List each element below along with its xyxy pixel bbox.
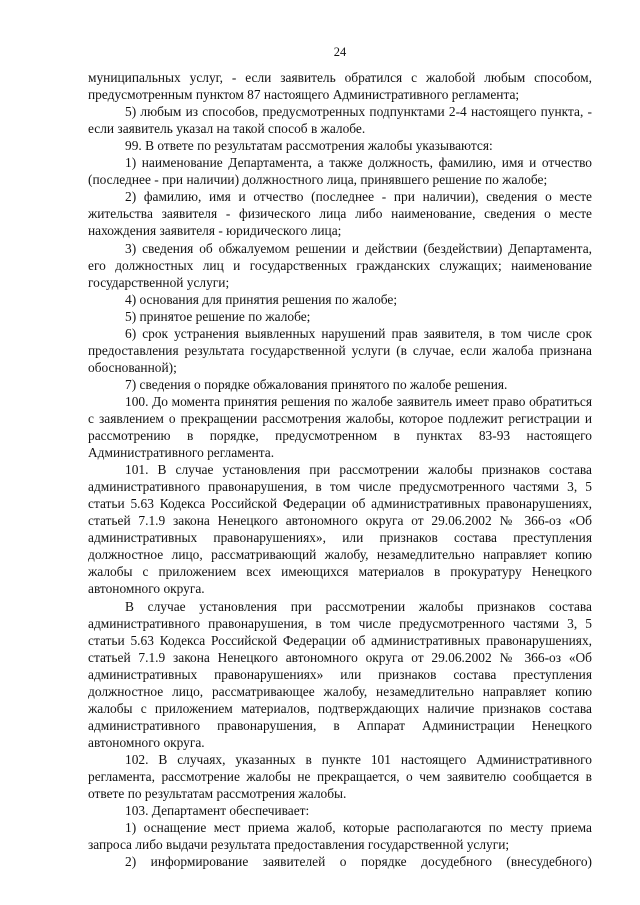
paragraph: В случае установления при рассмотрении жалобы признаков состава административного правонарушения, в том числе предусмотренного частями 3, 5 статьи 5.63 Кодекса Российской Федерации об административных правонарушениях, статьей 7.1.9 закона Ненецкого автономного округа от 29.06.2002 № 366-оз «Об административных правонарушениях» или признаков состава преступления должностное лицо, рассматривающее жалобу, незамедлительно направляет копию жалобы с приложением материалов, подтверждающих наличие признаков состава административного правонарушения, в Аппарат Администрации Ненецкого автономного округа. [88, 598, 592, 750]
paragraph: 102. В случаях, указанных в пункте 101 настоящего Административного регламента, рассмотрение жалобы не прекращается, о чем заявителю сообщается в ответе по результатам рассмотрения жалобы. [88, 751, 592, 802]
paragraph: 6) срок устранения выявленных нарушений прав заявителя, в том числе срок предоставления результата государственной услуги (в случае, если жалоба признана обоснованной); [88, 325, 592, 375]
paragraph: муниципальных услуг, - если заявитель обратился с жалобой любым способом, предусмотренным пунктом 87 настоящего Административного регламента; [88, 70, 592, 103]
paragraph: 2) фамилию, имя и отчество (последнее - при наличии), сведения о месте жительства заявителя - физического лица либо наименование, сведения о месте нахождения заявителя - юридического лица; [88, 189, 592, 239]
paragraph: 3) сведения об обжалуемом решении и действии (бездействии) Департамента, его должностных лиц и государственных гражданских служащих; наименование государственной услуги; [88, 240, 592, 290]
paragraph: 5) принятое решение по жалобе; [125, 308, 311, 324]
paragraph: 7) сведения о порядке обжалования принятого по жалобе решения. [125, 376, 508, 392]
page-number: 24 [333, 45, 347, 59]
paragraph: 2) информирование заявителей о порядке досудебного (внесудебного) [125, 854, 592, 870]
paragraph: 99. В ответе по результатам рассмотрения жалобы указываются: [125, 138, 493, 154]
paragraph: 100. До момента принятия решения по жалобе заявитель имеет право обратиться с заявлением о прекращении рассмотрения жалобы, которое подлежит регистрации и рассмотрению в порядке, предусмотренном в пунктах 83-93 настоящего Административного регламента. [88, 393, 592, 461]
document-body [88, 69, 592, 870]
paragraph: 1) наименование Департамента, а также должность, фамилию, имя и отчество (последнее - при наличии) должностного лица, принявшего решение по жалобе; [88, 155, 592, 188]
paragraph: 1) оснащение мест приема жалоб, которые располагаются по месту приема запроса либо выдачи результата предоставления государственной услуги; [88, 820, 592, 853]
paragraph: 4) основания для принятия решения по жалобе; [125, 291, 398, 307]
paragraph: 103. Департамент обеспечивает: [125, 803, 310, 819]
paragraph: 5) любым из способов, предусмотренных подпунктами 2-4 настоящего пункта, - если заявитель указал на такой способ в жалобе. [88, 104, 592, 137]
paragraph: 101. В случае установления при рассмотрении жалобы признаков состава административного правонарушения, в том числе предусмотренного частями 3, 5 статьи 5.63 Кодекса Российской Федерации об административных правонарушениях, статьей 7.1.9 закона Ненецкого автономного округа от 29.06.2002 № 366-оз «Об административных правонарушениях», или признаков состава преступления должностное лицо, рассматривающий жалобу, незамедлительно направляет копию жалобы с приложением всех имеющихся материалов в прокуратуру Ненецкого автономного округа. [88, 462, 592, 597]
